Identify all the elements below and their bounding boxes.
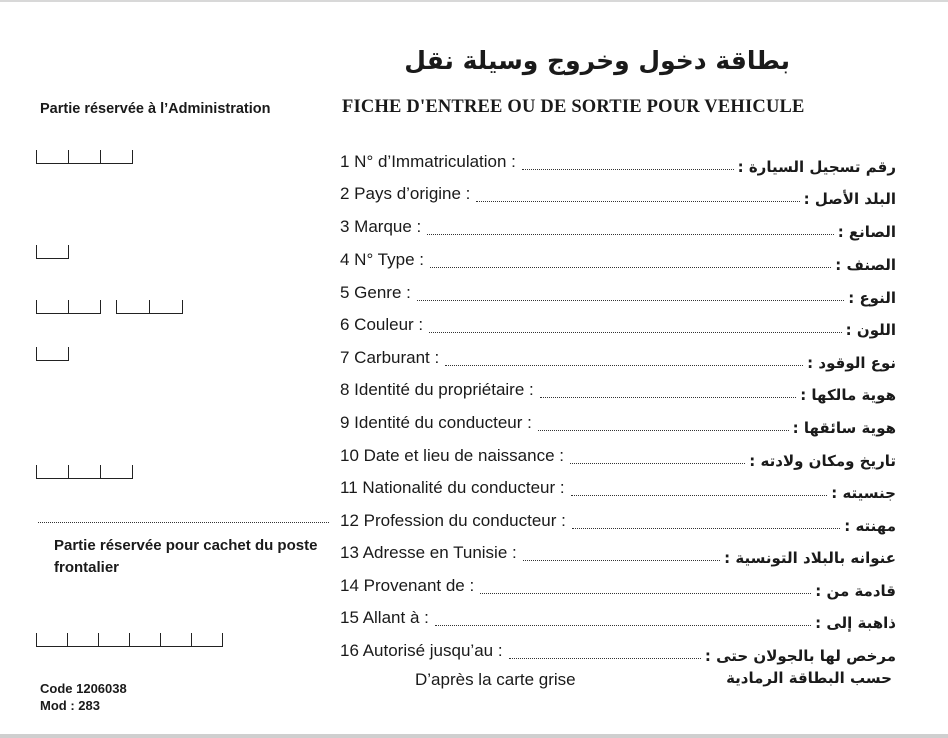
field-label-french: 15 Allant à :	[340, 608, 429, 627]
code-box-divider	[68, 465, 69, 479]
code-box-divider	[100, 465, 101, 479]
field-fill-line[interactable]	[435, 625, 811, 626]
field-fill-line[interactable]	[476, 201, 800, 202]
code-box-divider	[222, 633, 223, 647]
field-row	[340, 472, 896, 502]
border-stamp-label: Partie réservée pour cachet du poste frontalier	[54, 537, 318, 576]
code-box-divider	[191, 633, 192, 647]
code-box-divider	[67, 633, 68, 647]
field-row	[340, 537, 896, 567]
code-box-divider	[68, 150, 69, 164]
field-fill-line[interactable]	[538, 430, 789, 431]
admin-section-heading: Partie réservée à l’Administration	[40, 101, 271, 117]
field-row	[340, 635, 896, 665]
field-label-french: 12 Profession du conducteur :	[340, 511, 566, 530]
field-label-arabic: الصانع :	[837, 223, 896, 241]
field-label-french: 2 Pays d’origine :	[340, 184, 471, 203]
field-label-french: 5 Genre :	[340, 283, 411, 302]
code-box-baseline	[37, 478, 133, 479]
field-fill-line[interactable]	[522, 169, 734, 170]
code-box-divider	[132, 465, 133, 479]
field-label-arabic: هوية سائقها :	[792, 419, 896, 437]
field-fill-line[interactable]	[417, 300, 844, 301]
field-row	[340, 342, 896, 372]
code-box-group[interactable]	[37, 633, 223, 647]
code-box-group[interactable]	[37, 465, 133, 479]
field-row	[340, 277, 896, 307]
code-box-divider	[68, 300, 69, 314]
code-box-divider	[36, 633, 37, 647]
field-label-arabic: عنوانه بالبلاد التونسية :	[724, 549, 896, 567]
field-row	[340, 309, 896, 339]
field-row	[340, 244, 896, 274]
field-label-arabic: هوية مالكها :	[800, 386, 896, 404]
field-row	[340, 440, 896, 470]
code-number: Code 1206038	[40, 681, 127, 696]
form-title-french: FICHE D'ENTREE OU DE SORTIE POUR VEHICULE	[342, 97, 805, 117]
field-label-french: 16 Autorisé jusqu’au :	[340, 641, 503, 660]
code-box-divider	[68, 245, 69, 259]
field-fill-line[interactable]	[570, 463, 745, 464]
field-label-arabic: رقم تسجيل السيارة :	[737, 158, 896, 176]
registration-note-french: D’après la carte grise	[415, 670, 576, 689]
code-box-divider	[149, 300, 150, 314]
field-row	[340, 407, 896, 437]
field-row	[340, 570, 896, 600]
field-label-arabic: اللون :	[845, 321, 896, 339]
field-label-french: 13 Adresse en Tunisie :	[340, 543, 517, 562]
field-label-arabic: النوع :	[848, 289, 896, 307]
model-number: Mod : 283	[40, 698, 100, 713]
card-top-edge	[0, 0, 948, 2]
field-label-french: 3 Marque :	[340, 217, 422, 236]
field-fill-line[interactable]	[571, 495, 827, 496]
field-label-french: 6 Couleur :	[340, 315, 424, 334]
form-code	[40, 680, 127, 714]
code-box-divider	[100, 150, 101, 164]
field-fill-line[interactable]	[427, 234, 834, 235]
field-label-arabic: ذاهبة إلى :	[815, 614, 896, 632]
field-label-french: 11 Nationalité du conducteur :	[340, 478, 565, 497]
field-label-french: 1 N° d’Immatriculation :	[340, 152, 516, 171]
card-bottom-edge	[0, 734, 948, 738]
field-row	[340, 602, 896, 632]
field-label-french: 14 Provenant de :	[340, 576, 475, 595]
code-box-divider	[182, 300, 183, 314]
code-box-baseline	[37, 360, 69, 361]
section-separator	[38, 522, 329, 523]
field-row	[340, 146, 896, 176]
field-label-arabic: البلد الأصل :	[803, 190, 896, 208]
code-box-divider	[36, 245, 37, 259]
field-fill-line[interactable]	[572, 528, 840, 529]
field-label-french: 7 Carburant :	[340, 348, 440, 367]
field-fill-line[interactable]	[430, 267, 831, 268]
code-box-group[interactable]	[37, 245, 69, 259]
code-box-divider	[36, 300, 37, 314]
field-label-arabic: قادمة من :	[815, 582, 896, 600]
field-label-french: 8 Identité du propriétaire :	[340, 380, 534, 399]
field-row	[340, 374, 896, 404]
code-box-divider	[36, 347, 37, 361]
code-box-baseline	[37, 258, 69, 259]
field-label-french: 9 Identité du conducteur :	[340, 413, 532, 432]
code-box-baseline	[37, 163, 133, 164]
code-box-divider	[116, 300, 117, 314]
field-label-arabic: تاريخ ومكان ولادته :	[749, 452, 896, 470]
field-fill-line[interactable]	[540, 397, 796, 398]
code-box-group[interactable]	[37, 150, 133, 164]
field-label-arabic: نوع الوقود :	[807, 354, 896, 372]
field-label-arabic: الصنف :	[835, 256, 896, 274]
field-label-french: 10 Date et lieu de naissance :	[340, 446, 564, 465]
registration-note-arabic: حسب البطاقة الرمادية	[726, 669, 892, 687]
code-box-group[interactable]	[37, 347, 69, 361]
code-box-divider	[98, 633, 99, 647]
field-row	[340, 211, 896, 241]
field-label-arabic: مهنته :	[844, 517, 896, 535]
code-box-divider	[68, 347, 69, 361]
field-fill-line[interactable]	[480, 593, 811, 594]
code-box-group[interactable]	[37, 300, 101, 314]
code-box-divider	[36, 465, 37, 479]
code-box-divider	[129, 633, 130, 647]
code-box-group[interactable]	[117, 300, 183, 314]
field-row	[340, 178, 896, 208]
field-fill-line[interactable]	[523, 560, 720, 561]
field-label-arabic: مرخص لها بالجولان حتى :	[704, 647, 896, 665]
code-box-divider	[36, 150, 37, 164]
form-title-arabic: بطاقة دخول وخروج وسيلة نقل	[404, 46, 790, 75]
code-box-divider	[100, 300, 101, 314]
field-fill-line[interactable]	[509, 658, 701, 659]
field-label-arabic: جنسيته :	[831, 484, 896, 502]
code-box-divider	[132, 150, 133, 164]
field-fill-line[interactable]	[445, 365, 803, 366]
field-label-french: 4 N° Type :	[340, 250, 424, 269]
code-box-divider	[160, 633, 161, 647]
field-fill-line[interactable]	[429, 332, 842, 333]
field-row	[340, 505, 896, 535]
